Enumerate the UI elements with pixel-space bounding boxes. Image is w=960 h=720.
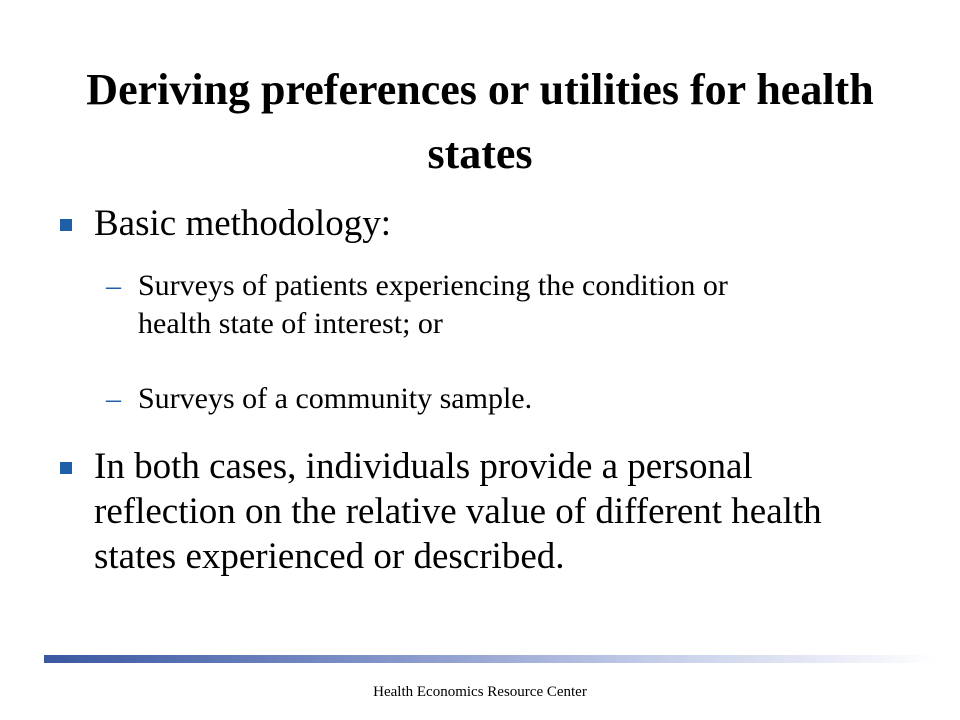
bullet-item bbox=[60, 444, 880, 579]
square-bullet-icon bbox=[60, 462, 72, 474]
dash-bullet-icon: – bbox=[106, 382, 121, 415]
dash-bullet-icon: – bbox=[106, 269, 121, 302]
footer-text: Health Economics Resource Center bbox=[373, 684, 587, 700]
sub-bullet-text: Surveys of a community sample. bbox=[138, 382, 533, 415]
bullet-text: Basic methodology: bbox=[94, 203, 391, 244]
bullet-text: In both cases, individuals provide a personal reflection on the relative value of different health states experienced or described. bbox=[94, 446, 822, 577]
sub-bullet-item bbox=[106, 267, 806, 343]
sub-bullet-item bbox=[106, 380, 806, 418]
slide-title: Deriving preferences or utilities for health states bbox=[86, 65, 874, 178]
sub-bullet-text: Surveys of patients experiencing the condition or health state of interest; or bbox=[138, 269, 728, 340]
square-bullet-icon bbox=[60, 219, 72, 231]
footer-divider bbox=[44, 655, 940, 663]
bullet-item bbox=[60, 201, 880, 246]
